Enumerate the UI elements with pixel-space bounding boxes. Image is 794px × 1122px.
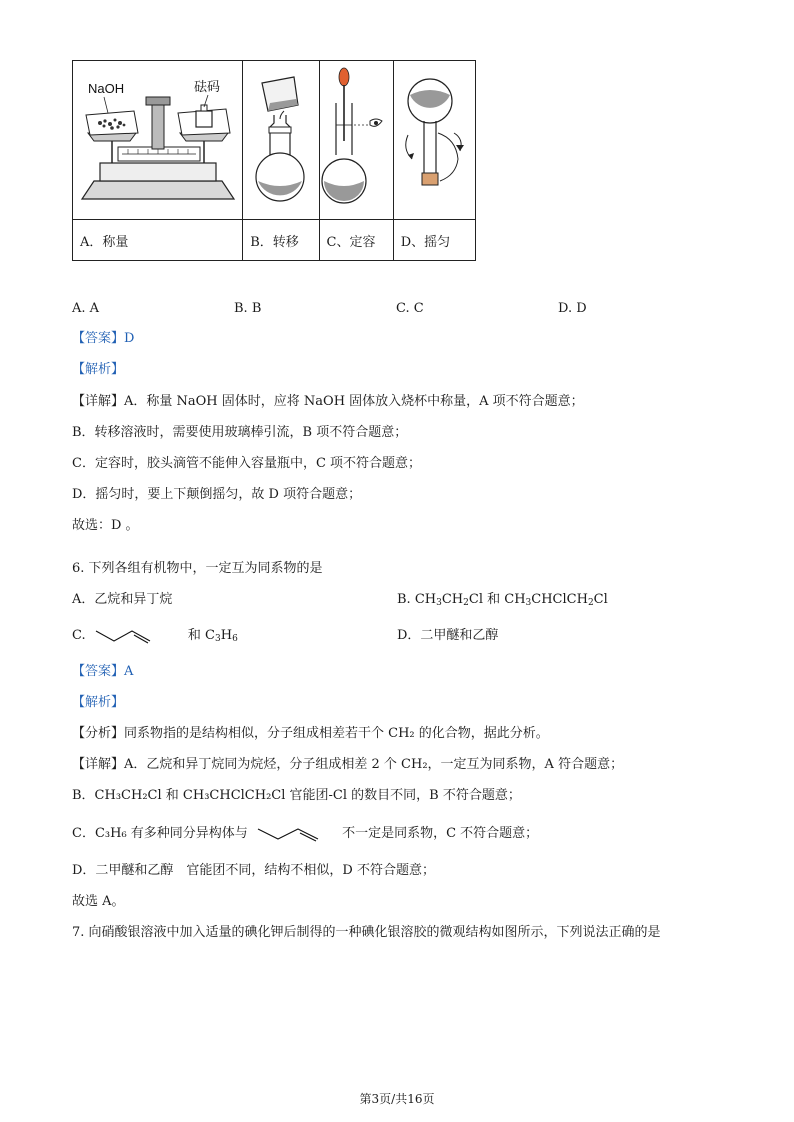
q6-b-sub-3: 2 <box>463 598 469 608</box>
q5-option-c: C. C <box>396 301 424 316</box>
q6-option-d: D．二甲醚和乙醇 <box>397 628 499 643</box>
q6-answer: 【答案】A <box>72 664 134 679</box>
q6-option-c <box>72 625 238 647</box>
q5-detail-b: B．转移溶液时，需要使用玻璃棒引流，B 项不符合题意； <box>72 425 408 440</box>
q6-detail-b: B．CH₃CH₂Cl 和 CH₃CHClCH₂Cl 官能团-Cl 的数目不同，B 不符合题意； <box>72 788 521 803</box>
figure-cell-shake <box>393 61 475 220</box>
q6-detail-c-suffix: 不一定是同系物，C 不符合题意； <box>342 826 539 841</box>
q6-detail-c <box>72 823 538 845</box>
q6-b-part-8: Cl <box>593 592 608 607</box>
q6-option-c-text: 和 C <box>187 628 215 643</box>
q5-conclusion: 故选：D 。 <box>72 518 139 533</box>
q6-b-part-4: Cl 和 CH <box>468 592 526 607</box>
q6-detail-d: D．二甲醚和乙醇 官能团不同，结构不相似，D 不符合题意； <box>72 863 435 878</box>
q5-detail-c: C．定容时，胶头滴管不能伸入容量瓶中，C 项不符合题意； <box>72 456 422 471</box>
q6-conclusion: 故选 A。 <box>72 894 125 909</box>
q6-c-h: H <box>220 628 233 643</box>
q6-stem: 6. 下列各组有机物中，一定互为同系物的是 <box>72 561 323 576</box>
figure-cell-transfer <box>243 61 319 220</box>
q6-b-part-2: CH <box>441 592 464 607</box>
figure-cell-volume <box>319 61 393 220</box>
butene-skeletal-formula-2 <box>252 825 324 843</box>
q5-answer: 【答案】D <box>72 331 135 346</box>
caption-weighing: A．称量 <box>73 220 243 261</box>
q6-option-b-prefix: B. CH <box>397 592 437 607</box>
caption-volume: C、定容 <box>319 220 393 261</box>
figure-table <box>72 60 476 261</box>
q6-c-sub-1: 3 <box>215 634 221 644</box>
q6-option-b <box>397 591 608 609</box>
shake-drawing <box>394 63 474 213</box>
weight-label: 砝码 <box>193 80 220 95</box>
naoh-label: NaOH <box>87 81 124 96</box>
page-footer: 第3页/共16页 <box>359 1092 435 1106</box>
butene-skeletal-formula <box>90 627 156 645</box>
q7-stem: 7. 向硝酸银溶液中加入适量的碘化钾后制得的一种碘化银溶胶的微观结构如图所示，下列说法正确的是 <box>72 925 661 940</box>
q6-c-sub-2: 6 <box>232 634 238 644</box>
figure-cell-weighing <box>73 61 243 220</box>
q6-b-sub-5: 3 <box>525 598 532 608</box>
q6-b-sub-7: 2 <box>587 598 594 608</box>
q6-b-part-6: CHClCH <box>531 592 588 607</box>
q6-option-c-prefix: C. <box>72 628 86 643</box>
q5-option-d: D. D <box>558 301 587 316</box>
q6-b-sub-1: 3 <box>436 598 442 608</box>
q5-detail-d: D．摇匀时，要上下颠倒摇匀，故 D 项符合题意； <box>72 487 362 502</box>
q6-analysis-tag: 【解析】 <box>72 695 125 710</box>
caption-shake: D、摇匀 <box>393 220 475 261</box>
q5-analysis-tag: 【解析】 <box>72 362 125 377</box>
volume-drawing <box>320 63 392 213</box>
q6-option-a: A．乙烷和异丁烷 <box>72 592 173 607</box>
caption-transfer: B．转移 <box>243 220 319 261</box>
transfer-drawing <box>244 63 318 213</box>
q6-fenxi: 【分析】同系物指的是结构相似，分子组成相差若干个 CH₂ 的化合物，据此分析。 <box>72 726 549 741</box>
q5-detail-a: 【详解】A．称量 NaOH 固体时，应将 NaOH 固体放入烧杯中称量，A 项不符合题意； <box>72 394 584 409</box>
q6-detail-c-prefix: C．C₃H₆ 有多种同分异构体与 <box>72 826 248 841</box>
q5-option-b: B. B <box>234 301 262 316</box>
balance-drawing <box>74 63 242 213</box>
q5-option-a: A. A <box>72 301 100 316</box>
q6-detail-a: 【详解】A．乙烷和异丁烷同为烷烃，分子组成相差 2 个 CH₂，一定互为同系物，A 符合题意； <box>72 757 624 772</box>
